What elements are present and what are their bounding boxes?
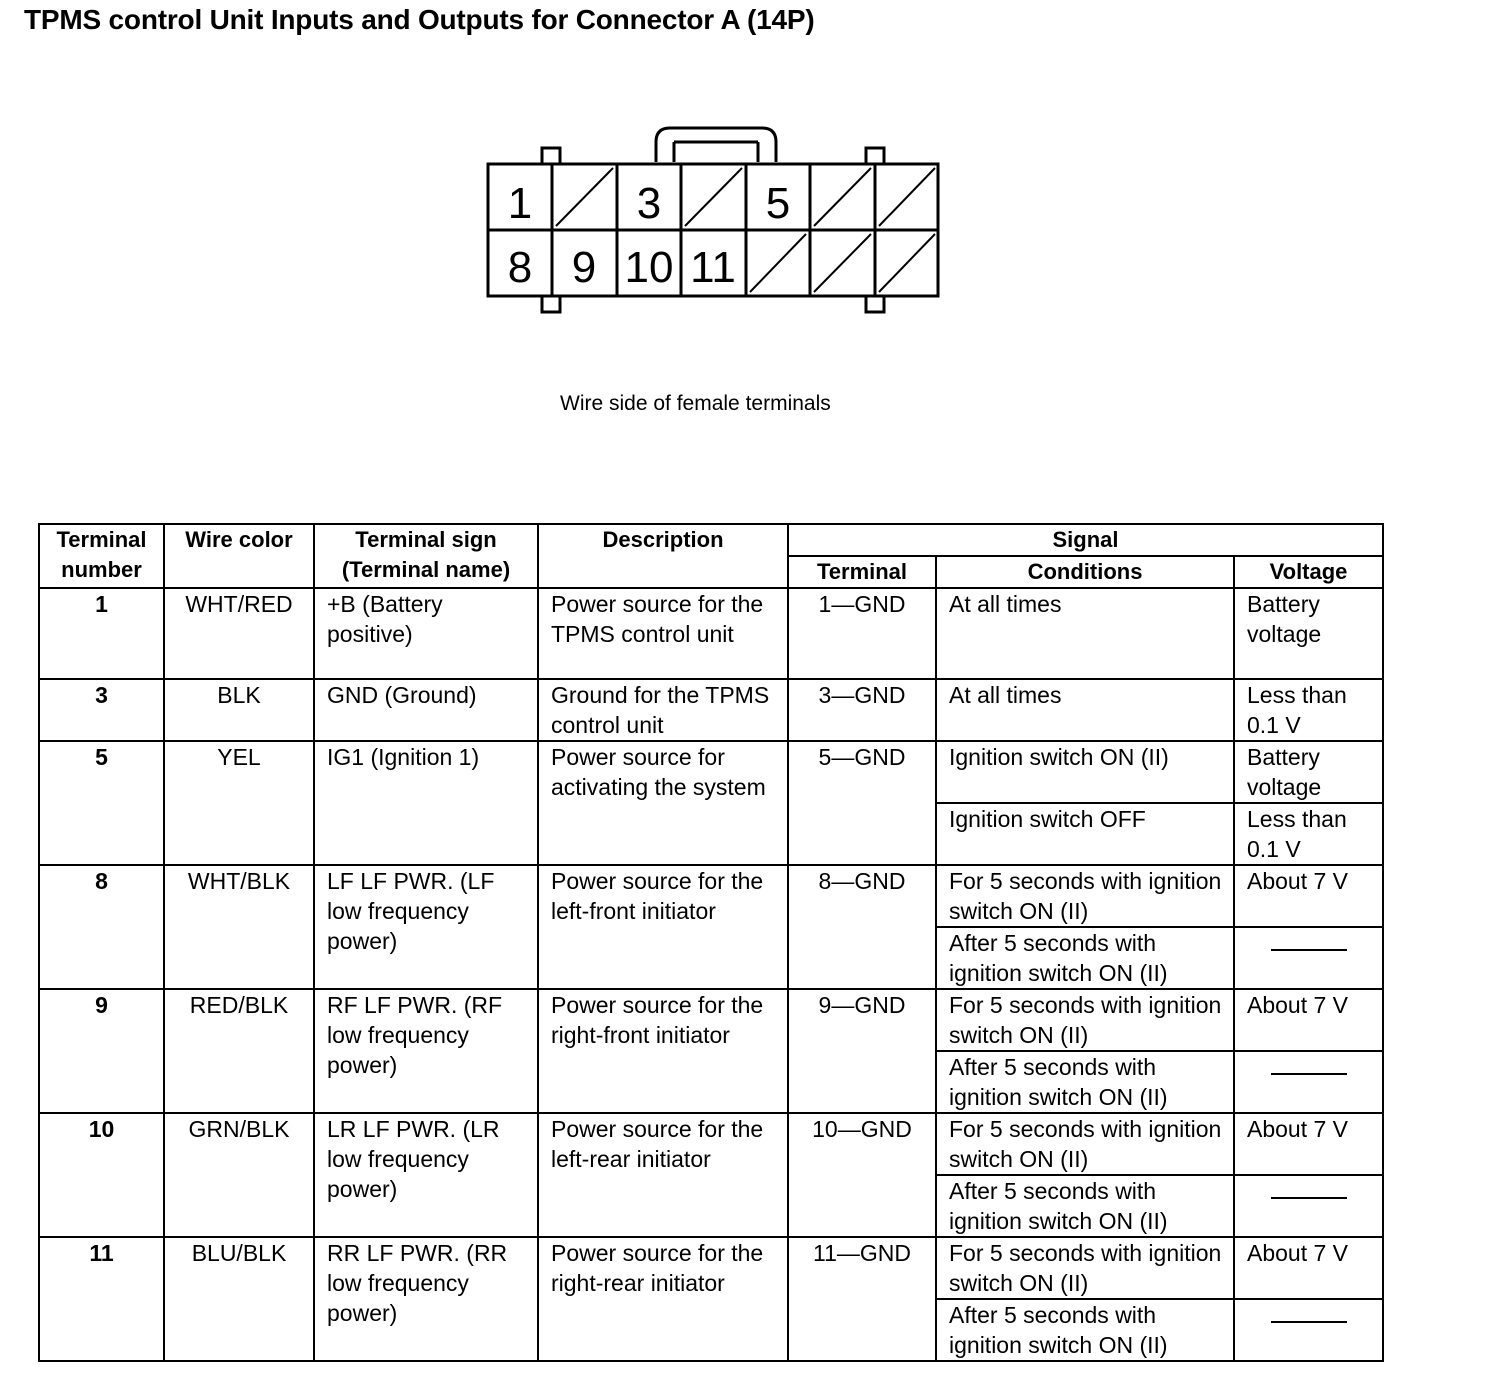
table-row: [39, 1113, 1383, 1175]
pin-1: 1: [507, 179, 533, 228]
cell-condition: After 5 seconds with ignition switch ON (II): [936, 1051, 1234, 1113]
header-terminal-sign: Terminal sign (Terminal name): [314, 524, 538, 588]
cell-voltage: About 7 V: [1234, 865, 1383, 927]
header-signal-terminal: Terminal: [788, 556, 936, 588]
cell-description: Ground for the TPMS control unit: [538, 679, 788, 741]
pin-10: 10: [624, 243, 674, 292]
cell-voltage-none: [1234, 927, 1383, 989]
cell-terminal-sign: LR LF PWR. (LR low frequency power): [314, 1113, 538, 1237]
cell-description: Power source for the left-rear initiator: [538, 1113, 788, 1237]
dash-line: [1271, 949, 1347, 951]
cell-terminal: 11: [39, 1237, 164, 1361]
cell-condition: For 5 seconds with ignition switch ON (II): [936, 865, 1234, 927]
connector-tab: [542, 296, 560, 312]
cell-voltage-none: [1234, 1175, 1383, 1237]
cell-voltage: About 7 V: [1234, 1237, 1383, 1299]
dash-line: [1271, 1197, 1347, 1199]
connector-tab: [866, 148, 884, 164]
cell-terminal-sign: IG1 (Ignition 1): [314, 741, 538, 865]
header-description: Description: [538, 524, 788, 588]
table-row: [39, 588, 1383, 679]
cell-signal-terminal: 8—GND: [788, 865, 936, 989]
cell-signal-terminal: 11—GND: [788, 1237, 936, 1361]
cell-wire-color: WHT/BLK: [164, 865, 314, 989]
cell-signal-terminal: 9—GND: [788, 989, 936, 1113]
cell-terminal: 3: [39, 679, 164, 741]
cell-condition: For 5 seconds with ignition switch ON (II): [936, 1237, 1234, 1299]
cell-condition: After 5 seconds with ignition switch ON (II): [936, 1299, 1234, 1361]
header-voltage: Voltage: [1234, 556, 1383, 588]
connector-tab: [866, 296, 884, 312]
cell-terminal: 10: [39, 1113, 164, 1237]
pin-3: 3: [636, 179, 662, 228]
cell-voltage: Less than 0.1 V: [1234, 679, 1383, 741]
cell-wire-color: YEL: [164, 741, 314, 865]
cell-terminal: 8: [39, 865, 164, 989]
cell-signal-terminal: 3—GND: [788, 679, 936, 741]
cell-voltage-none: [1234, 1051, 1383, 1113]
cell-voltage: About 7 V: [1234, 989, 1383, 1051]
cell-voltage: Battery voltage: [1234, 741, 1383, 803]
cell-terminal: 5: [39, 741, 164, 865]
connector-diagram: [480, 122, 950, 322]
cell-wire-color: BLU/BLK: [164, 1237, 314, 1361]
table-row: [39, 989, 1383, 1051]
cell-signal-terminal: 1—GND: [788, 588, 936, 679]
table-row: [39, 1237, 1383, 1299]
cell-voltage: Battery voltage: [1234, 588, 1383, 679]
header-terminal-number: Terminal number: [39, 524, 164, 588]
io-table: [38, 523, 1384, 1362]
table-row: [39, 679, 1383, 741]
connector-tab: [542, 148, 560, 164]
table-row: [39, 865, 1383, 927]
cell-wire-color: RED/BLK: [164, 989, 314, 1113]
cell-description: Power source for the right-front initiator: [538, 989, 788, 1113]
cell-condition: After 5 seconds with ignition switch ON (II): [936, 927, 1234, 989]
cell-description: Power source for activating the system: [538, 741, 788, 865]
cell-condition: At all times: [936, 679, 1234, 741]
pin-9: 9: [571, 243, 597, 292]
cell-wire-color: BLK: [164, 679, 314, 741]
cell-terminal: 1: [39, 588, 164, 679]
page-title: TPMS control Unit Inputs and Outputs for Connector A (14P): [24, 4, 815, 35]
cell-condition: Ignition switch ON (II): [936, 741, 1234, 803]
cell-signal-terminal: 10—GND: [788, 1113, 936, 1237]
dash-line: [1271, 1321, 1347, 1323]
cell-condition: For 5 seconds with ignition switch ON (II): [936, 1113, 1234, 1175]
cell-condition: At all times: [936, 588, 1234, 679]
cell-wire-color: WHT/RED: [164, 588, 314, 679]
cell-terminal-sign: +B (Battery positive): [314, 588, 538, 679]
cell-terminal-sign: GND (Ground): [314, 679, 538, 741]
table-row: [39, 741, 1383, 803]
cell-wire-color: GRN/BLK: [164, 1113, 314, 1237]
cell-voltage: About 7 V: [1234, 1113, 1383, 1175]
pin-8: 8: [507, 243, 533, 292]
cell-condition: After 5 seconds with ignition switch ON (II): [936, 1175, 1234, 1237]
cell-voltage-none: [1234, 1299, 1383, 1361]
header-wire-color: Wire color: [164, 524, 314, 588]
cell-terminal: 9: [39, 989, 164, 1113]
cell-voltage: Less than 0.1 V: [1234, 803, 1383, 865]
header-conditions: Conditions: [936, 556, 1234, 588]
header-signal: Signal: [788, 524, 1383, 556]
cell-terminal-sign: RF LF PWR. (RF low frequency power): [314, 989, 538, 1113]
connector-caption: Wire side of female terminals: [560, 392, 831, 415]
cell-condition: For 5 seconds with ignition switch ON (II): [936, 989, 1234, 1051]
cell-terminal-sign: LF LF PWR. (LF low frequency power): [314, 865, 538, 989]
pin-5: 5: [765, 179, 791, 228]
cell-description: Power source for the left-front initiator: [538, 865, 788, 989]
dash-line: [1271, 1073, 1347, 1075]
cell-description: Power source for the TPMS control unit: [538, 588, 788, 679]
cell-signal-terminal: 5—GND: [788, 741, 936, 865]
cell-terminal-sign: RR LF PWR. (RR low frequency power): [314, 1237, 538, 1361]
pin-11: 11: [690, 243, 736, 292]
cell-condition: Ignition switch OFF: [936, 803, 1234, 865]
cell-description: Power source for the right-rear initiator: [538, 1237, 788, 1361]
